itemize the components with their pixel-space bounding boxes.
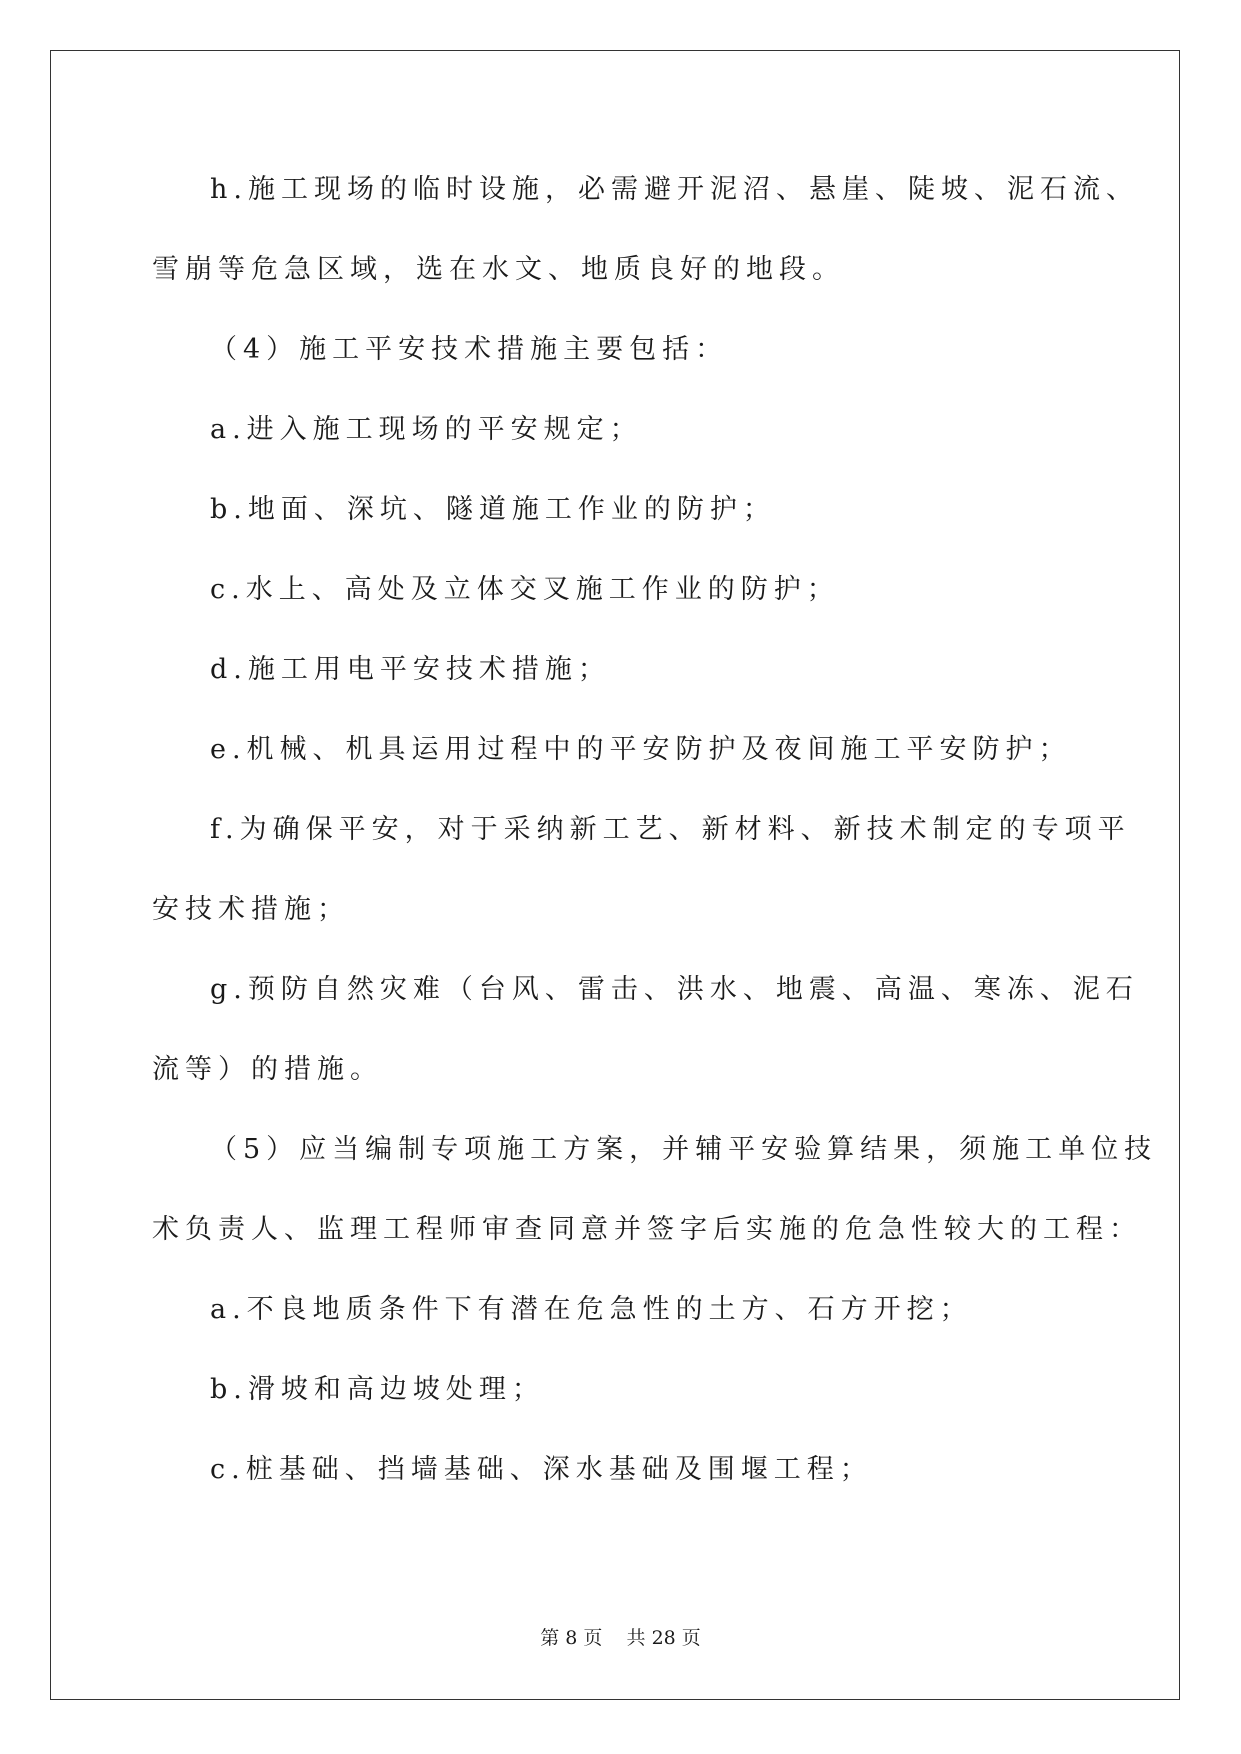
section-5-item-c: c.桩基础、挡墙基础、深水基础及围堰工程； <box>210 1454 873 1485</box>
list-item-f-line-2: 安技术措施； <box>152 894 350 925</box>
section-5-item-b: b.滑坡和高边坡处理； <box>210 1374 545 1405</box>
paragraph-h-line-2: 雪崩等危急区域，选在水文、地质良好的地段。 <box>152 254 845 285</box>
list-item-g-line-2: 流等）的措施。 <box>152 1054 383 1085</box>
list-item-d: d.施工用电平安技术措施； <box>210 654 611 685</box>
list-item-c: c.水上、高处及立体交叉施工作业的防护； <box>210 574 840 605</box>
list-item-g-line-1: g.预防自然灾难（台风、雷击、洪水、地震、高温、寒冻、泥石 <box>210 974 1139 1005</box>
section-5-line-1: （5）应当编制专项施工方案，并辅平安验算结果，须施工单位技 <box>210 1134 1158 1165</box>
list-item-f-line-1: f.为确保平安，对于采纳新工艺、新材料、新技术制定的专项平 <box>210 814 1131 845</box>
list-item-e: e.机械、机具运用过程中的平安防护及夜间施工平安防护； <box>210 734 1072 765</box>
list-item-b: b.地面、深坑、隧道施工作业的防护； <box>210 494 776 525</box>
section-5-item-a: a.不良地质条件下有潜在危急性的土方、石方开挖； <box>210 1294 973 1325</box>
section-4-heading: （4）施工平安技术措施主要包括： <box>210 334 729 365</box>
paragraph-h-line-1: h.施工现场的临时设施，必需避开泥沼、悬崖、陡坡、泥石流、 <box>210 174 1139 205</box>
section-5-line-2: 术负责人、监理工程师审查同意并签字后实施的危急性较大的工程： <box>152 1214 1142 1245</box>
page-footer: 第 8 页 共 28 页 <box>540 1627 701 1649</box>
list-item-a: a.进入施工现场的平安规定； <box>210 414 643 445</box>
